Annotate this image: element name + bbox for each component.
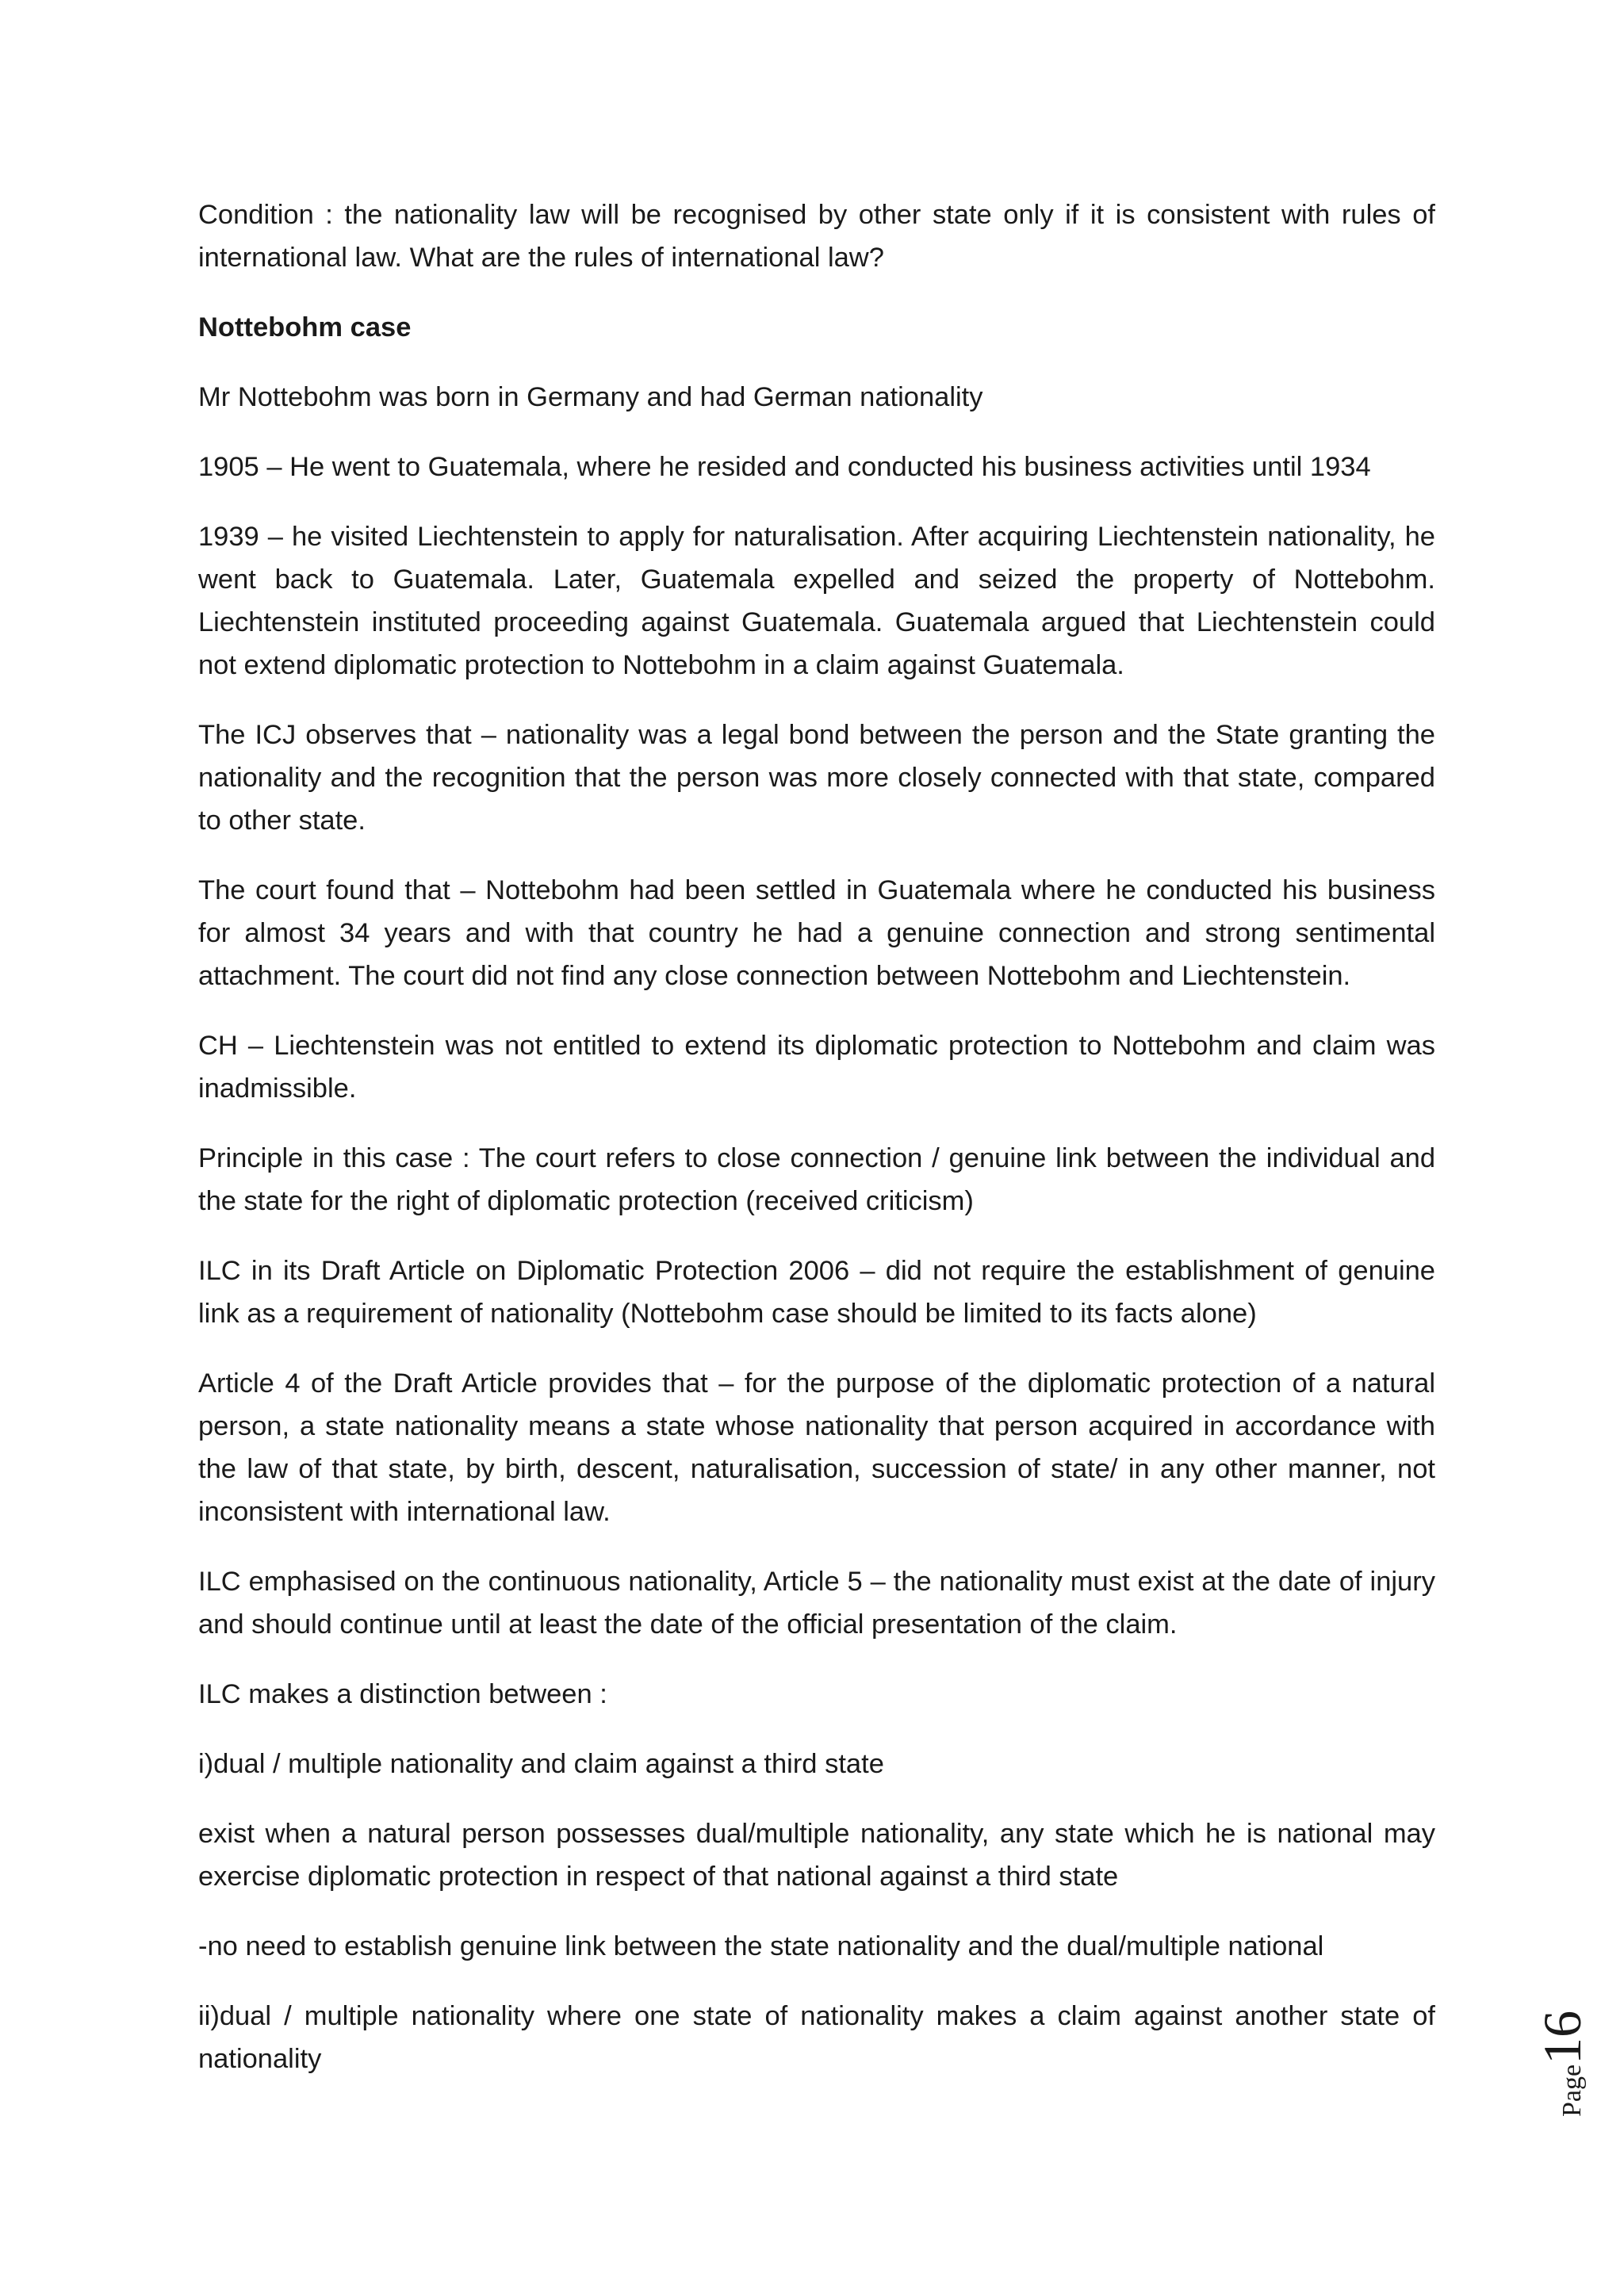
paragraph-condition: Condition : the nationality law will be recognised by other state only if it is consistent with rules of international law. What are the rules of international law? bbox=[198, 200, 1435, 273]
paragraph: 1905 – He went to Guatemala, where he resided and conducted his business activities until 1934 bbox=[198, 452, 1371, 482]
paragraph: ILC in its Draft Article on Diplomatic Protection 2006 – did not require the establishment of genuine link as a requirement of nationality (Nottebohm case should be limited to its facts alone) bbox=[198, 1256, 1435, 1329]
paragraph: ii)dual / multiple nationality where one state of nationality makes a claim against another state of nationality bbox=[198, 2001, 1435, 2074]
section-heading: Nottebohm case bbox=[198, 312, 412, 342]
paragraph: ILC emphasised on the continuous nationality, Article 5 – the nationality must exist at the date of injury and should continue until at least the date of the official presentation of the claim. bbox=[198, 1567, 1435, 1640]
page-number bbox=[1530, 1974, 1594, 2117]
paragraph: CH – Liechtenstein was not entitled to extend its diplomatic protection to Nottebohm and claim was inadmissible. bbox=[198, 1031, 1435, 1104]
paragraph: -no need to establish genuine link between the state nationality and the dual/multiple national bbox=[198, 1931, 1324, 1961]
paragraph: Article 4 of the Draft Article provides that – for the purpose of the diplomatic protection of a natural person, a state nationality means a state whose nationality that person acquired in accordance with the law of that state, by birth, descent, naturalisation, succession of state/ in any other manner, not inconsistent with international law. bbox=[198, 1368, 1435, 1527]
paragraph: 1939 – he visited Liechtenstein to apply for naturalisation. After acquiring Liechtenstein nationality, he went back to Guatemala. Later, Guatemala expelled and seized the property of Nottebohm. Liechtenstein instituted proceeding against Guatemala. Guatemala argued that Liechtenstein could not extend diplomatic protection to Nottebohm in a claim against Guatemala. bbox=[198, 522, 1435, 680]
paragraph: The court found that – Nottebohm had been settled in Guatemala where he conducted his business for almost 34 years and with that country he had a genuine connection and strong sentimental attachment. The court did not find any close connection between Nottebohm and Liechtenstein. bbox=[198, 875, 1435, 991]
page-body bbox=[198, 193, 1435, 2107]
paragraph: i)dual / multiple nationality and claim against a third state bbox=[198, 1749, 884, 1779]
paragraph: exist when a natural person possesses dual/multiple nationality, any state which he is national may exercise diplomatic protection in respect of that national against a third state bbox=[198, 1819, 1435, 1892]
paragraph: Mr Nottebohm was born in Germany and had German nationality bbox=[198, 382, 983, 412]
paragraph: The ICJ observes that – nationality was a legal bond between the person and the State granting the nationality and the recognition that the person was more closely connected with that state, compared to other state. bbox=[198, 720, 1435, 836]
paragraph: ILC makes a distinction between : bbox=[198, 1679, 607, 1709]
page-label: Page bbox=[1557, 2064, 1587, 2117]
paragraph: Principle in this case : The court refers to close connection / genuine link between the individual and the state for the right of diplomatic protection (received criticism) bbox=[198, 1143, 1435, 1216]
page-number-value: 16 bbox=[1532, 2010, 1592, 2064]
